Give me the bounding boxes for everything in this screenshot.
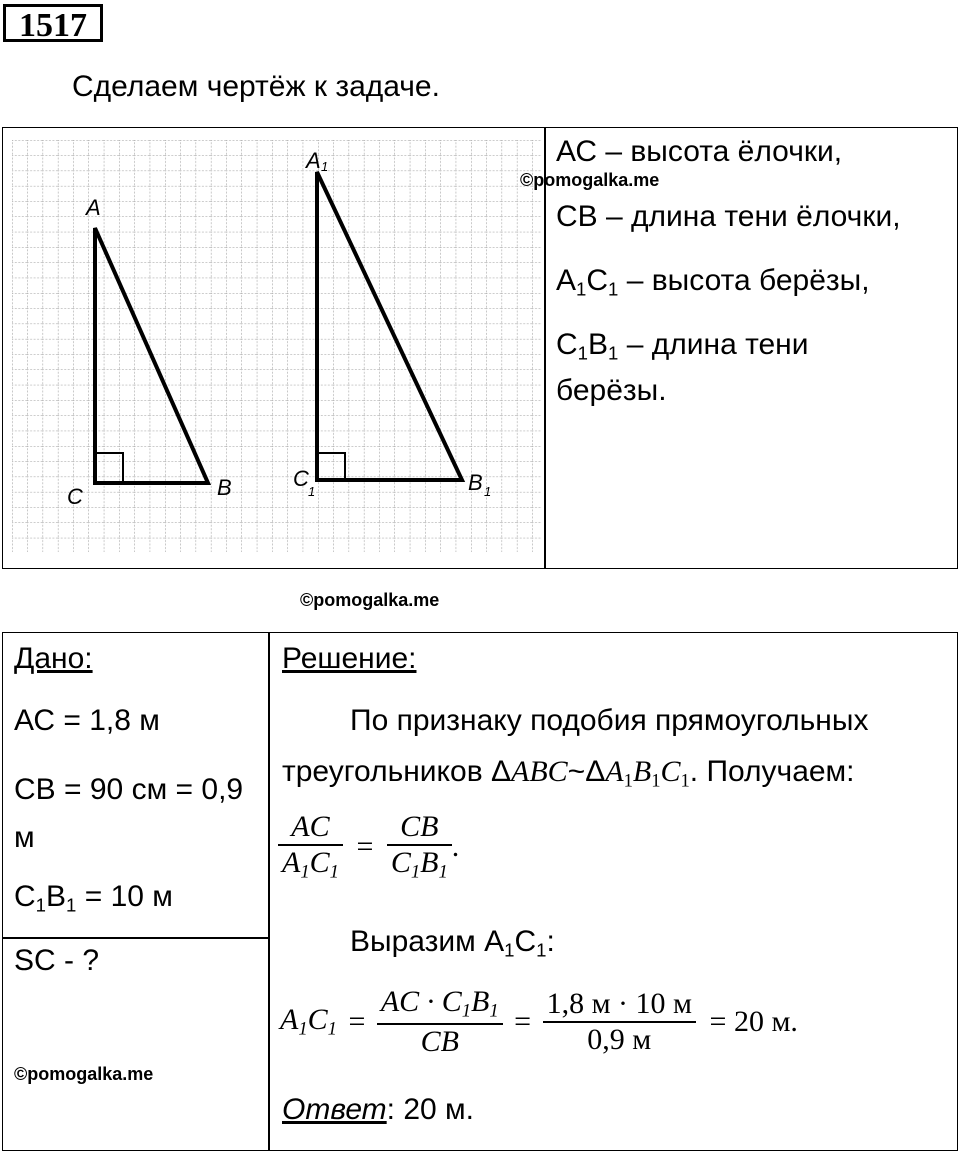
given-divider [2,937,269,939]
drawing-grid [12,140,542,555]
label-b: B [217,475,232,500]
problem-number: 1517 [3,4,103,42]
label-b1: B [468,470,483,495]
legend-line-4: $С_1В_1$ – длина тени [556,328,809,364]
label-b1-sub: 1 [484,484,492,499]
solution-line-2: треугольников $\Delta ABC\sim\Delta A_1B_1C_1$. Получаем: [282,755,855,792]
main-formula: $A_1C_1$ = $\frac{AC \cdot C_1B_1}{CB}$ = $\frac{1,8 м \cdot 10 м}{0,9 м}$ = 20 м. [280,985,798,1058]
given-item-2: СВ = 90 см = 0,9 м [14,773,244,854]
solution-divider [268,632,270,1151]
label-a1-sub: 1 [321,159,329,174]
legend-line-3: $А_1С_1$ – высота берёзы, [556,264,870,300]
label-c: C [67,484,83,509]
answer: Ответ: 20 м. [282,1093,475,1126]
legend-line-1: АС – высота ёлочки, [556,135,843,168]
given-find: SC - ? [14,944,100,977]
express-line: Выразим $А_1С_1$: [350,925,555,961]
table-divider [544,127,546,569]
watermark-3: ©pomogalka.me [14,1064,154,1084]
label-a1: A [306,148,321,173]
given-title: Дано: [14,642,93,675]
solution-title: Решение: [282,642,417,675]
legend-line-5: берёзы. [556,374,667,407]
solution-line-1: По признаку подобия прямоугольных [350,704,869,737]
given-item-3: $С_1В_1 = 10$ м [14,880,173,916]
intro-text: Сделаем чертёж к задаче. [72,70,440,103]
legend-line-2: СВ – длина тени ёлочки, [556,200,901,233]
label-c1: C [293,466,309,491]
watermark-2: ©pomogalka.me [300,590,440,610]
watermark-1: ©pomogalka.me [520,170,660,190]
label-a: A [86,195,101,220]
given-item-1: АС = 1,8 м [14,704,160,737]
ratio-formula: $\frac{AC}{A_1C_1}$ = $\frac{CB}{C_1B_1}$ . [278,810,459,884]
label-c1-sub: 1 [308,484,316,499]
